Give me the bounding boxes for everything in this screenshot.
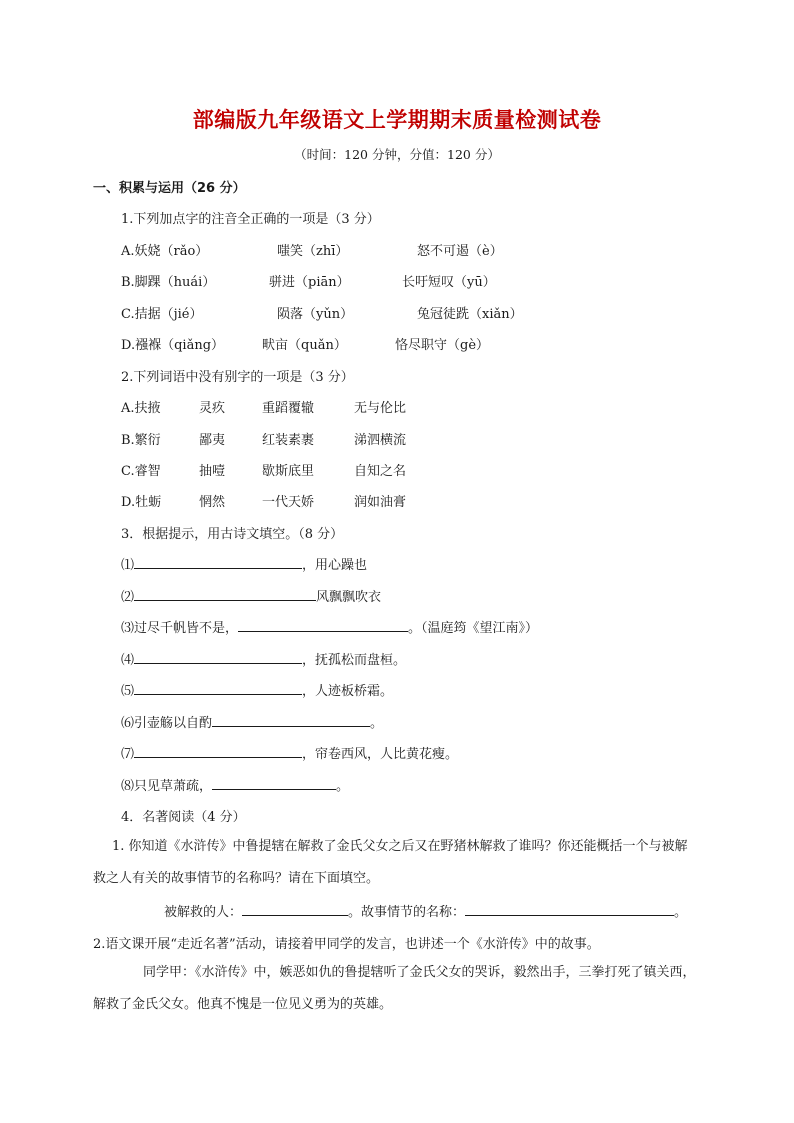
- q2-option-a-1: A.扶掖: [121, 401, 161, 416]
- answer-blank[interactable]: [134, 650, 302, 664]
- q4-paragraph-3: 同学甲：《水浒传》中，嫉恶如仇的鲁提辖听了金氏父女的哭诉，毅然出手，三拳打死了镇关西，解救了金氏父女。他真不愧是一位见义勇为的英雄。: [93, 965, 696, 1012]
- answer-blank[interactable]: [212, 776, 336, 790]
- q2-option-c-1: C.睿智: [121, 464, 161, 479]
- q4-paragraph-1: 1. 你知道《水浒传》中鲁提辖在解救了金氏父女之后又在野猪林解救了谁吗？你还能概括一个与被解救之人有关的故事情节的名称吗？请在下面填空。: [93, 839, 688, 886]
- q1-option-d-3: 恪尽职守（gè）: [395, 338, 490, 353]
- q1-option-b-2: 骈进（piān）: [269, 275, 350, 290]
- q1-option-a-2: 嗤笑（zhī）: [277, 244, 349, 259]
- section-heading: 一、积累与运用（26 分）: [93, 181, 246, 196]
- fill-line-8: ⑻只见草萧疏， 。: [121, 775, 349, 794]
- q1-option-d-1: D.襁褓（qiǎng）: [121, 338, 225, 353]
- q1-option-b-1: B.脚踝（huái）: [121, 275, 216, 290]
- q1-option-a-1: A.妖娆（rǎo）: [121, 244, 209, 259]
- q2-option-b-1: B.繁衍: [121, 433, 161, 448]
- fill-line-6: ⑹引壶觞以自酌 。: [121, 712, 383, 731]
- question-2-stem: 2.下列词语中没有别字的一项是（3 分）: [121, 370, 354, 385]
- q2-option-a-3: 重蹈覆辙: [262, 401, 315, 416]
- q2-option-d-1: D.牡蛎: [121, 495, 162, 510]
- q1-option-d-2: 畎亩（quǎn）: [262, 338, 347, 353]
- q1-option-c-1: C.拮据（jié）: [121, 307, 203, 322]
- q4-fill-row: 被解救的人： 。故事情节的名称： 。: [164, 901, 687, 920]
- q2-option-d-2: 惘然: [199, 495, 226, 510]
- q2-option-d-3: 一代天娇: [262, 495, 315, 510]
- answer-blank[interactable]: [238, 618, 408, 632]
- question-3-stem: 3．根据提示，用古诗文填空。（8 分）: [121, 527, 344, 542]
- answer-blank[interactable]: [134, 587, 316, 601]
- exam-info: （时间：120 分钟，分值：120 分）: [294, 147, 500, 162]
- question-1-stem: 1.下列加点字的注音全正确的一项是（3 分）: [121, 212, 380, 227]
- q2-option-c-3: 歇斯底里: [262, 464, 315, 479]
- q4-paragraph-2: 2.语文课开展“走近名著”活动，请接着甲同学的发言，也讲述一个《水浒传》中的故事。: [93, 937, 600, 952]
- q1-option-c-3: 兔冠徒跣（xiǎn）: [417, 307, 523, 322]
- q2-option-d-4: 润如油膏: [354, 495, 407, 510]
- fill-line-4: ⑷ ，抚孤松而盘桓。: [121, 649, 406, 668]
- story-name-blank[interactable]: [465, 902, 674, 916]
- q2-option-c-4: 自知之名: [354, 464, 407, 479]
- q1-option-c-2: 陨落（yǔn）: [277, 307, 354, 322]
- q2-option-a-4: 无与伦比: [354, 401, 407, 416]
- fill-line-5: ⑸ ，人迹板桥霜。: [121, 680, 393, 699]
- q2-option-c-2: 抽噎: [199, 464, 226, 479]
- answer-blank[interactable]: [134, 744, 302, 758]
- q2-option-b-4: 涕泗横流: [354, 433, 407, 448]
- q2-option-b-2: 鄙夷: [199, 433, 226, 448]
- answer-blank[interactable]: [212, 713, 370, 727]
- answer-blank[interactable]: [134, 681, 302, 695]
- fill-line-7: ⑺ ，帘卷西风，人比黄花瘦。: [121, 743, 458, 762]
- fill-line-2: ⑵ 风飘飘吹衣: [121, 586, 381, 605]
- rescued-person-blank[interactable]: [242, 902, 348, 916]
- q2-option-b-3: 红装素裹: [262, 433, 315, 448]
- q1-option-a-3: 怒不可遏（è）: [417, 244, 503, 259]
- question-4-stem: 4．名著阅读（4 分）: [121, 810, 246, 825]
- q1-option-b-3: 长吁短叹（yū）: [402, 275, 496, 290]
- q2-option-a-2: 灵疚: [199, 401, 226, 416]
- fill-line-3: ⑶过尽千帆皆不是， 。（温庭筠《望江南》）: [121, 617, 538, 636]
- answer-blank[interactable]: [134, 555, 302, 569]
- page-title: 部编版九年级语文上学期期末质量检测试卷: [192, 108, 602, 132]
- fill-line-1: ⑴ ，用心躁也: [121, 554, 367, 573]
